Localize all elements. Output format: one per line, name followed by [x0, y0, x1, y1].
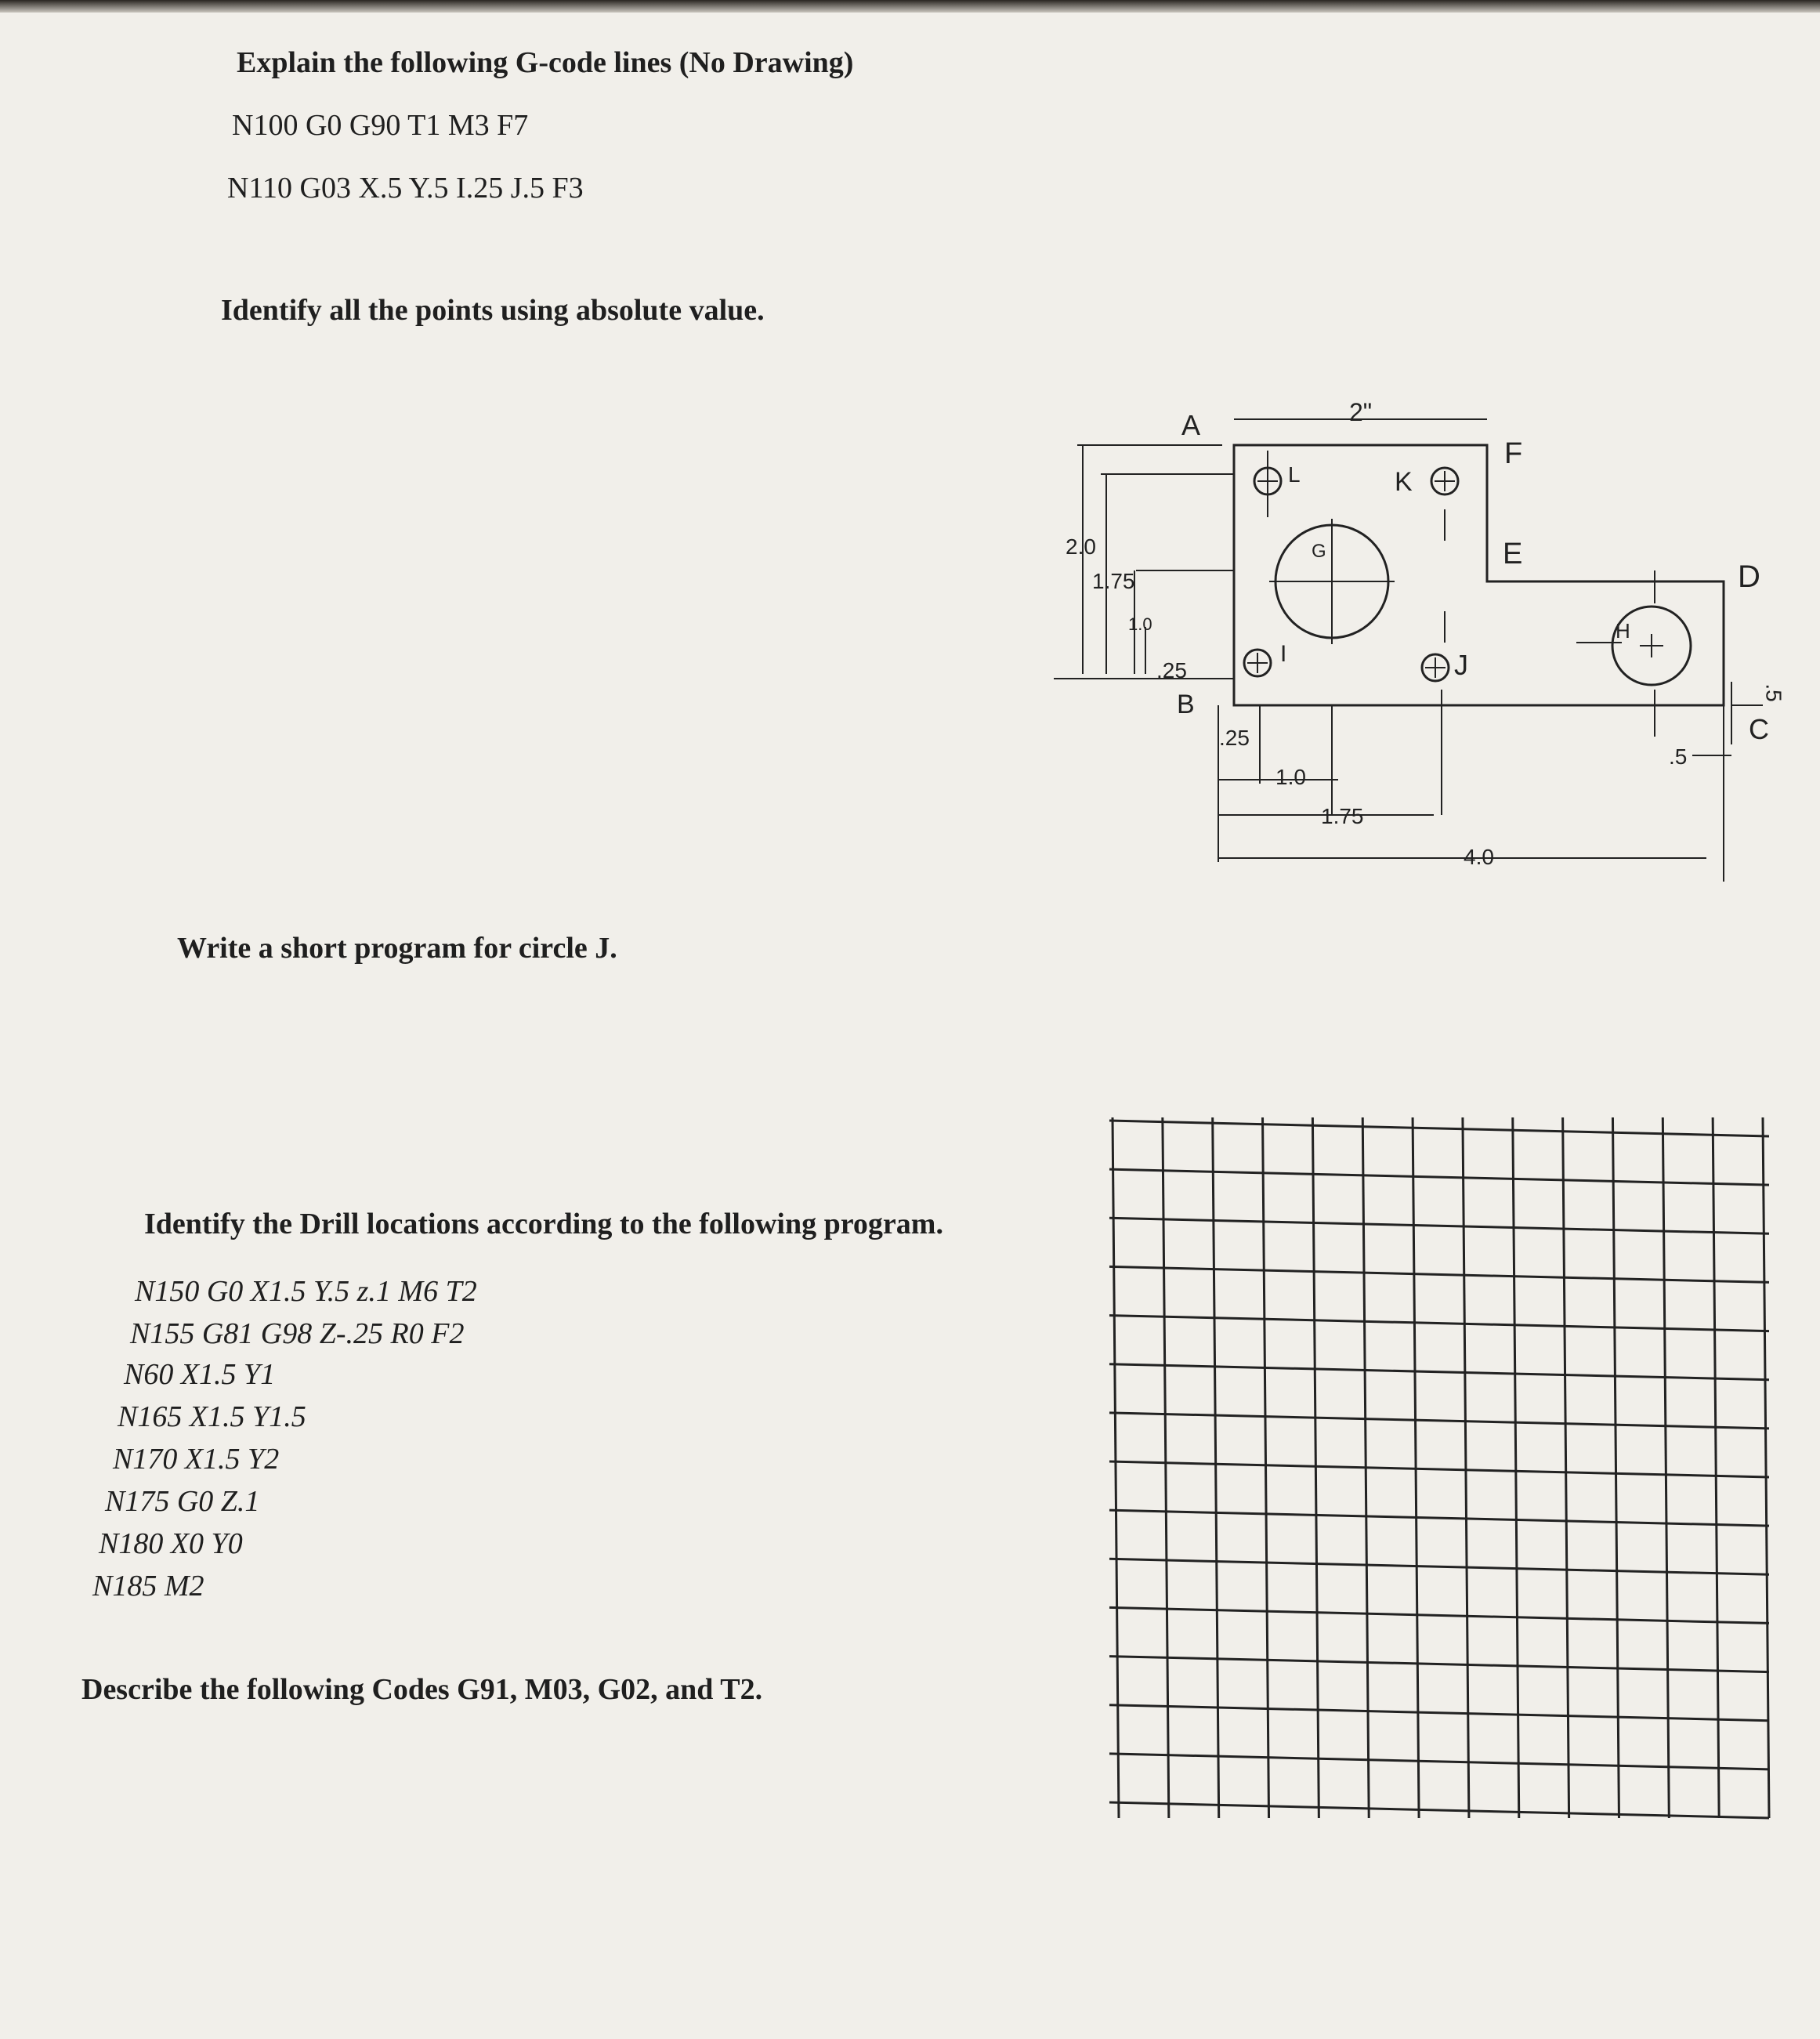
point-label-d: D — [1738, 560, 1760, 594]
gcode-line-2: N110 G03 X.5 Y.5 I.25 J.5 F3 — [227, 172, 584, 205]
grid-vertical-line — [1213, 1117, 1219, 1818]
grid-horizontal-line — [1109, 1510, 1769, 1526]
grid-horizontal-line — [1109, 1559, 1769, 1574]
question-5-prompt: Describe the following Codes G91, M03, G02, and T2. — [81, 1673, 763, 1706]
grid-vertical-line — [1612, 1117, 1619, 1818]
dim-height-mid: 1.0 — [1128, 614, 1152, 634]
dim-x-25: .25 — [1219, 726, 1250, 750]
dim-h-offset: .5 — [1669, 744, 1688, 769]
point-label-a: A — [1181, 409, 1201, 441]
point-label-j: J — [1454, 649, 1468, 681]
grid-horizontal-line — [1109, 1461, 1769, 1477]
grid-horizontal-line — [1109, 1218, 1769, 1233]
gcode-line-1: N100 G0 G90 T1 M3 F7 — [232, 109, 529, 142]
dim-x-40: 4.0 — [1464, 845, 1494, 869]
dim-height-total: 2.0 — [1066, 534, 1096, 559]
dim-height-upper: 1.75 — [1092, 569, 1135, 593]
point-label-k: K — [1395, 467, 1413, 497]
dim-x-10: 1.0 — [1275, 765, 1306, 789]
grid-horizontal-line — [1109, 1657, 1769, 1672]
grid-vertical-line — [1563, 1117, 1569, 1818]
dim-height-low: .25 — [1156, 658, 1187, 683]
dim-top-width: 2" — [1349, 398, 1373, 426]
grid-horizontal-line — [1109, 1705, 1769, 1721]
point-label-g: G — [1312, 541, 1326, 562]
point-label-l: L — [1288, 462, 1301, 487]
grid-horizontal-line — [1109, 1607, 1769, 1623]
dim-x-175: 1.75 — [1321, 804, 1364, 828]
program-line-2: N155 G81 G98 Z-.25 R0 F2 — [130, 1317, 465, 1350]
question-2-prompt: Identify all the points using absolute value. — [221, 294, 765, 327]
grid-horizontal-line — [1109, 1266, 1769, 1282]
grid-horizontal-line — [1109, 1364, 1769, 1380]
program-line-1: N150 G0 X1.5 Y.5 z.1 M6 T2 — [135, 1275, 477, 1308]
grid-horizontal-line — [1109, 1121, 1769, 1136]
program-line-4: N165 X1.5 Y1.5 — [118, 1400, 306, 1433]
question-1-prompt: Explain the following G-code lines (No Drawing) — [237, 46, 854, 79]
question-3-prompt: Write a short program for circle J. — [177, 932, 617, 965]
grid-vertical-line — [1713, 1117, 1719, 1818]
grid-horizontal-line — [1109, 1169, 1769, 1185]
program-line-5: N170 X1.5 Y2 — [113, 1443, 280, 1476]
question-4-prompt: Identify the Drill locations according to the following program. — [144, 1208, 943, 1240]
point-label-h: H — [1616, 619, 1630, 643]
grid-horizontal-line — [1109, 1413, 1769, 1429]
dim-right-5: .5 — [1761, 683, 1786, 702]
grid-horizontal-line — [1109, 1316, 1769, 1331]
point-label-e: E — [1503, 538, 1523, 570]
grid-vertical-line — [1513, 1117, 1519, 1818]
grid-vertical-line — [1163, 1117, 1169, 1818]
grid-vertical-line — [1663, 1117, 1669, 1818]
program-line-6: N175 G0 Z.1 — [105, 1485, 260, 1518]
program-line-7: N180 X0 Y0 — [99, 1527, 243, 1560]
grid-horizontal-line — [1109, 1754, 1769, 1769]
point-label-b: B — [1177, 690, 1195, 719]
grid-vertical-line — [1763, 1117, 1769, 1818]
point-label-i: I — [1280, 641, 1287, 667]
grid-vertical-line — [1113, 1117, 1119, 1818]
point-label-c: C — [1749, 713, 1769, 745]
point-label-f: F — [1504, 437, 1523, 470]
program-line-8: N185 M2 — [92, 1570, 204, 1603]
program-line-3: N60 X1.5 Y1 — [124, 1358, 276, 1391]
